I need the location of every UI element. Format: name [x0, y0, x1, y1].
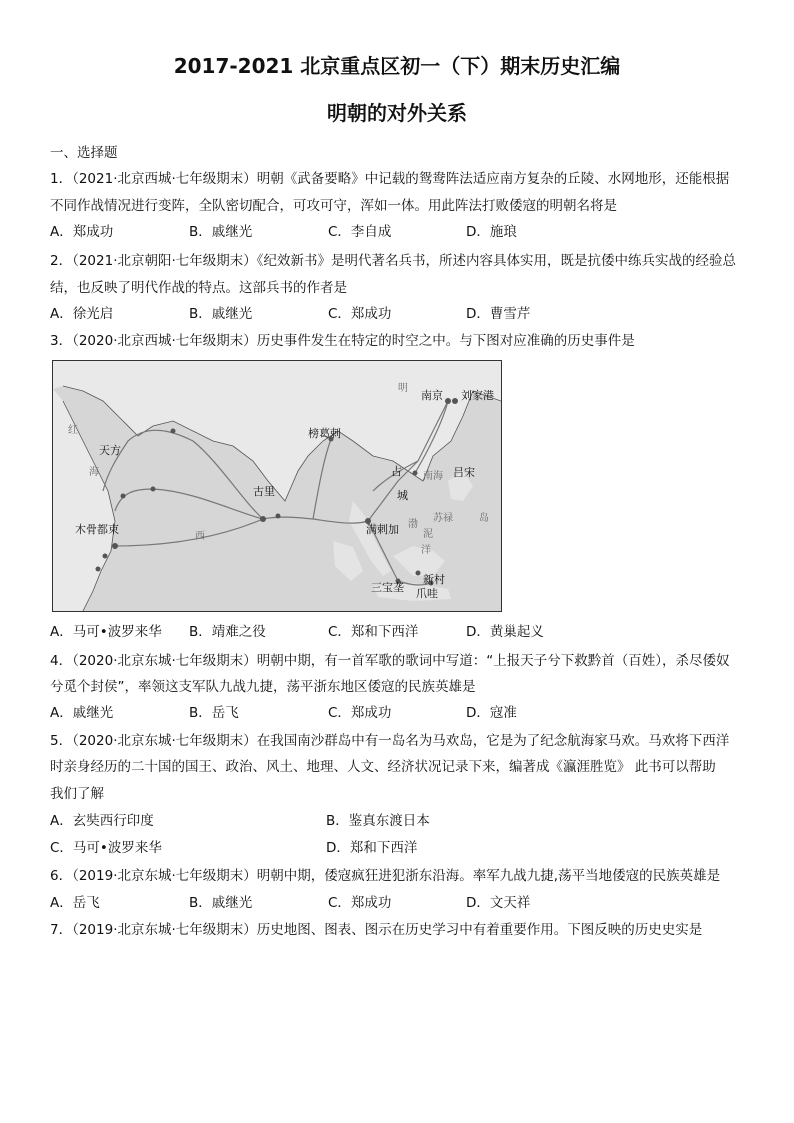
map-label-xi: 西	[195, 531, 205, 542]
question-4-option-d: D．寇准	[466, 705, 517, 721]
map-label-zhuawa: 爪哇	[416, 587, 438, 600]
page-subtitle: 明朝的对外关系	[327, 101, 467, 125]
question-1-option-b: B．戚继光	[189, 224, 253, 240]
map-label-sanbaolong: 三宝垄	[371, 581, 404, 594]
map-label-mugudushu: 木骨都束	[75, 523, 119, 536]
question-4-option-c: C．郑成功	[328, 705, 392, 721]
question-5-option-b: B．鉴真东渡日本	[326, 813, 430, 829]
question-3-option-b: B．靖难之役	[189, 624, 266, 640]
map-label-liujiagang: 刘家港	[461, 389, 494, 402]
section-heading: 一、选择题	[50, 145, 118, 161]
question-6-line-1: 6．（2019·北京东城·七年级期末）明朝中期，倭寇疯狂进犯浙东沿海。率军九战九捷,荡平当地倭寇的民族英雄是	[50, 868, 721, 884]
page-title: 2017-2021 北京重点区初一（下）期末历史汇编	[173, 54, 621, 78]
map-label-nanhai: 南海	[423, 471, 443, 482]
question-6-option-b: B．戚继光	[189, 895, 253, 911]
question-5-line-1: 5．（2020·北京东城·七年级期末）在我国南沙群岛中有一岛名为马欢岛，它是为了纪念航海家马欢。马欢将下西洋	[50, 733, 730, 749]
question-6-option-d: D．文天祥	[466, 895, 531, 911]
question-3-line-1: 3．（2020·北京西城·七年级期末）历史事件发生在特定的时空之中。与下图对应准确的历史事件是	[50, 333, 635, 349]
question-1-option-c: C．李自成	[328, 224, 392, 240]
question-1-line-2: 不同作战情况进行变阵，全队密切配合，可攻可守，浑如一体。用此阵法打败倭寇的明朝名将是	[50, 198, 617, 214]
zheng-he-voyage-map	[52, 360, 502, 612]
map-graphic	[53, 361, 501, 611]
question-5-line-2: 时亲身经历的二十国的国王、政治、风土、地理、人文、经济状况记录下来，编著成《瀛涯胜览》 此书可以帮助	[50, 759, 716, 775]
map-label-ni: 泥	[423, 529, 433, 540]
map-label-bangela: 榜葛剌	[308, 427, 341, 440]
map-label-lvsong: 吕宋	[453, 466, 475, 479]
map-label-nanjing: 南京	[421, 389, 443, 402]
question-4-option-b: B．岳飞	[189, 705, 239, 721]
question-2-option-c: C．郑成功	[328, 306, 392, 322]
question-4-line-1: 4．（2020·北京东城·七年级期末）明朝中期，有一首军歌的歌词中写道：“上报天子兮下救黔首（百姓），杀尽倭奴	[50, 653, 730, 669]
question-4-option-a: A．戚继光	[50, 705, 114, 721]
question-2-option-b: B．戚继光	[189, 306, 253, 322]
question-4-line-2: 兮觅个封侯”，率领这支军队九战九捷，荡平浙东地区倭寇的民族英雄是	[50, 679, 476, 695]
question-5-option-a: A．玄奘西行印度	[50, 813, 154, 829]
map-label-bo: 渤	[408, 519, 418, 530]
map-label-yang: 洋	[421, 545, 431, 556]
question-5-option-c: C．马可•波罗来华	[50, 840, 162, 856]
question-5-option-d: D．郑和下西洋	[326, 840, 418, 856]
question-2-line-2: 结，也反映了明代作战的特点。这部兵书的作者是	[50, 280, 347, 296]
map-label-cheng: 城	[397, 489, 408, 502]
question-2-line-1: 2．（2021·北京朝阳·七年级期末）《纪效新书》是明代著名兵书，所述内容具体实用，既是抗倭中练兵实战的经验总	[50, 253, 737, 269]
question-5-line-3: 我们了解	[50, 786, 104, 802]
map-label-manlajia: 满剌加	[366, 523, 399, 536]
map-label-hai: 海	[89, 467, 99, 478]
question-2-option-d: D．曹雪芹	[466, 306, 531, 322]
question-6-option-a: A．岳飞	[50, 895, 100, 911]
map-label-guli: 古里	[253, 485, 275, 498]
map-label-sulu: 苏禄	[433, 513, 453, 524]
question-1-option-d: D．施琅	[466, 224, 517, 240]
map-label-zhan: 占	[391, 465, 402, 478]
question-3-option-d: D．黄巢起义	[466, 624, 544, 640]
map-label-dao: 岛	[479, 513, 489, 524]
map-label-tianfang: 天方	[99, 444, 121, 457]
question-1-option-a: A．郑成功	[50, 224, 114, 240]
question-7-line-1: 7．（2019·北京东城·七年级期末）历史地图、图表、图示在历史学习中有着重要作用。下图反映的历史史实是	[50, 922, 703, 938]
map-label-xincun: 新村	[423, 573, 445, 586]
map-label-hong: 红	[68, 425, 78, 436]
question-2-option-a: A．徐光启	[50, 306, 114, 322]
map-label-ming: 明	[398, 383, 408, 394]
question-3-option-c: C．郑和下西洋	[328, 624, 419, 640]
question-1-line-1: 1．（2021·北京西城·七年级期末）明朝《武备要略》中记载的鸳鸯阵法适应南方复杂的丘陵、水网地形，还能根据	[50, 171, 730, 187]
question-3-option-a: A．马可•波罗来华	[50, 624, 162, 640]
question-6-option-c: C．郑成功	[328, 895, 392, 911]
